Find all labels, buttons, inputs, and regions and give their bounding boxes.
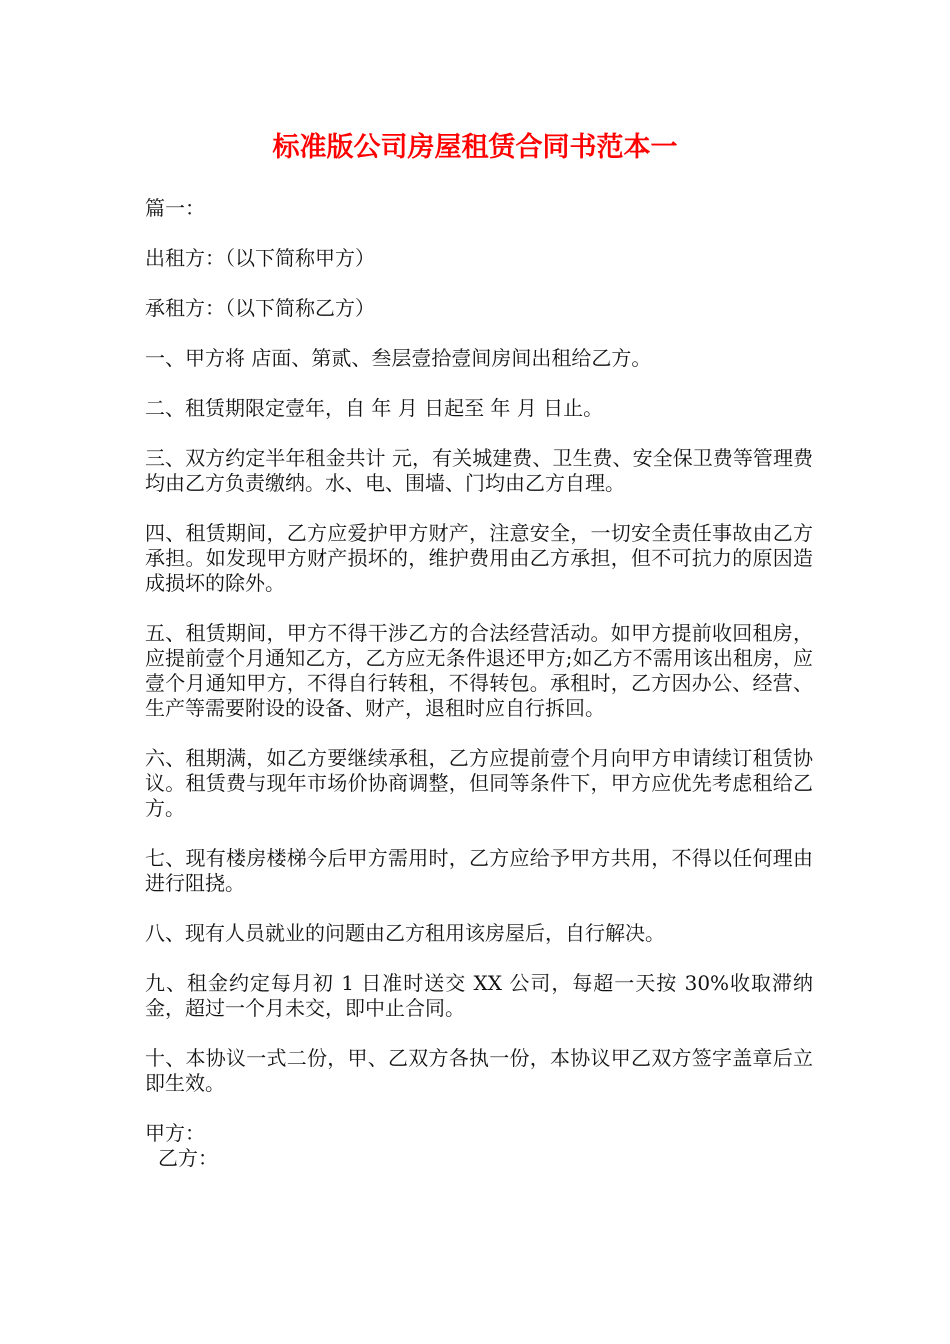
document-body [145, 196, 813, 1171]
signature-party-b: 乙方： [158, 1146, 218, 1170]
clause-3: 三、双方约定半年租金共计 元，有关城建费、卫生费、安全保卫费等管理费均由乙方负责缴纳。水、电、围墙、门均由乙方自理。 [145, 446, 813, 495]
clause-8: 八、现有人员就业的问题由乙方租用该房屋后，自行解决。 [145, 921, 665, 945]
clause-5: 五、租赁期间，甲方不得干涉乙方的合法经营活动。如甲方提前收回租房，应提前壹个月通知乙方，乙方应无条件退还甲方;如乙方不需用该出租房，应壹个月通知甲方，不得自行转租，不得转包。承租时，乙方因办公、经营、生产等需要附设的设备、财产，退租时应自行拆回。 [145, 621, 813, 720]
clause-4: 四、租赁期间，乙方应爱护甲方财产，注意安全，一切安全责任事故由乙方承担。如发现甲方财产损坏的，维护费用由乙方承担，但不可抗力的原因造成损坏的除外。 [145, 521, 813, 595]
clause-6: 六、租期满，如乙方要继续承租，乙方应提前壹个月向甲方申请续订租赁协议。租赁费与现年市场价协商调整，但同等条件下，甲方应优先考虑租给乙方。 [145, 746, 813, 820]
paragraph-lessee: 承租方：（以下简称乙方） [145, 296, 375, 320]
clause-1: 一、甲方将 店面、第贰、叁层壹拾壹间房间出租给乙方。 [145, 346, 652, 370]
clause-2: 二、租赁期限定壹年，自 年 月 日起至 年 月 日止。 [145, 396, 604, 420]
paragraph-section-label: 篇一： [145, 196, 205, 220]
signature-party-a: 甲方： [145, 1121, 205, 1145]
document-title: 标准版公司房屋租赁合同书范本一 [272, 132, 678, 163]
clause-7: 七、现有楼房楼梯今后甲方需用时，乙方应给予甲方共用，不得以任何理由进行阻挠。 [145, 846, 813, 895]
paragraph-lessor: 出租方：（以下简称甲方） [145, 246, 375, 270]
clause-10: 十、本协议一式二份，甲、乙双方各执一份，本协议甲乙双方签字盖章后立即生效。 [145, 1046, 813, 1095]
clause-9: 九、租金约定每月初 1 日准时送交 XX 公司，每超一天按 30%收取滞纳金，超过一个月未交，即中止合同。 [145, 971, 813, 1020]
